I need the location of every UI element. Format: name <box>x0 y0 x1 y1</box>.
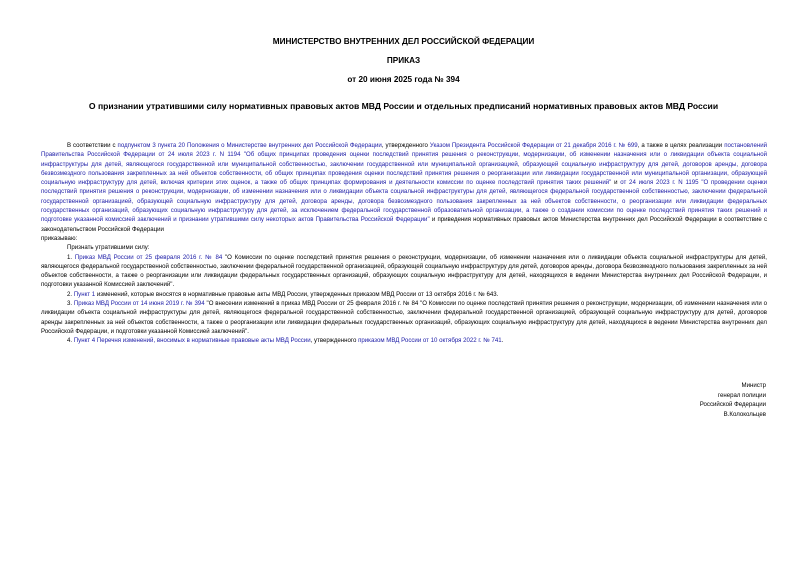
link-point-1[interactable]: Пункт 1 <box>73 290 96 298</box>
link-president-decree[interactable]: Указом Президента Российской Федерации от 21 декабря 2016 г. № 699 <box>429 142 638 149</box>
item-text: изменений, которые вносятся в нормативные правовые акты МВД России, утвержденных приказом МВД России от 13 октября 2016 г. № 643. <box>95 290 499 298</box>
link-order-394[interactable]: Приказ МВД России от 14 июня 2019 г. № 394 <box>73 300 205 308</box>
link-order-84[interactable]: Приказ МВД России от 25 февраля 2016 г. № 84 <box>74 253 223 261</box>
signature-country: Российской Федерации <box>699 401 766 409</box>
preamble-text: В соответствии с <box>67 142 118 149</box>
list-item-1 <box>41 253 767 290</box>
document-title: О признании утратившими силу нормативных правовых актов МВД России и отдельных предписаний нормативных правовых актов МВД России <box>88 101 719 111</box>
signature-block <box>700 381 766 419</box>
link-point-4-list[interactable]: Пункт 4 Перечня изменений, вносимых в нормативные правовые акты МВД России <box>73 337 311 345</box>
document-body <box>41 141 767 346</box>
item-number: 4. <box>67 337 74 345</box>
ministry-heading: МИНИСТЕРСТВО ВНУТРЕННИХ ДЕЛ РОССИЙСКОЙ ФЕДЕРАЦИИ <box>272 37 535 46</box>
preamble-paragraph <box>41 141 767 234</box>
order-word: приказываю: <box>41 234 78 242</box>
item-number: 1. <box>67 253 75 261</box>
link-order-741[interactable]: приказом МВД России от 10 октября 2022 г. № 741 <box>358 337 502 345</box>
preamble-text: и приведения нормативных правовых актов Министерства внутренних дел Российской Федерации в соответствие с законодательством Российской Федерации <box>41 216 767 233</box>
signature-name: В.Колокольцев <box>723 410 766 418</box>
signature-rank: генерал полиции <box>717 391 766 399</box>
doc-type-heading: ПРИКАЗ <box>386 56 421 65</box>
item-text: . <box>501 337 504 345</box>
signature-title: Министр <box>741 382 766 389</box>
link-government-resolution-1194[interactable]: постановлений Правительства Российской Федерации от 24 июля 2023 г. N 1194 "Об общих принципах проведения оценки последствий принятия решения о реконструкции, модернизации, об изменении назначения или о ликвидации объекта социальной инфраструктуры для детей, являющегося государственной или муниципальной собственностью, заключении государственной или муниципальной организацией, образующей социальную инфраструктуру для детей, договоров аренды, договора безвозмездного пользования закрепленных за ней объектов собственности, об общих принципах проведения оценки последствий принятия решения о реорганизации или ликвидации государственной или муниципальной организации, образующей социальную инфраструктуру для детей, включая критерии этих оценок, а также об общих принципах формирования и деятельности комиссии по оценке последствий принятия таких решений" <box>41 142 768 187</box>
preamble-text: и <box>611 179 621 187</box>
item-number: 3. <box>67 300 74 308</box>
item-text: , утвержденного <box>310 337 359 345</box>
item-text: "О Комиссии по оценке последствий принятия решения о реконструкции, модернизации, об изменении назначения или о ликвидации объекта социальной инфраструктуры для детей, являющегося федеральной государственной собственностью, заключении федеральной государственной организацией, образующей социальную инфраструктуру для детей, договоров аренды, договора безвозмездного пользования закрепленных за ней объектов собственности, а также о реорганизации или ликвидации федеральных государственных организаций, образующих социальную инфраструктуру для детей, находящихся в ведении Министерства внутренних дел Российской Федерации, и подготовки указанной Комиссией заключений". <box>41 253 767 289</box>
list-item-4 <box>41 336 767 345</box>
preamble-text: , а также в целях реализации <box>637 142 725 149</box>
list-item-2 <box>41 290 767 299</box>
date-number-heading: от 20 июня 2025 года № 394 <box>347 75 460 84</box>
item-number: 2. <box>67 290 74 298</box>
item-text: "О внесении изменений в приказ МВД России от 25 февраля 2016 г. № 84 "О Комиссии по оценке последствий принятия решения о реконструкции, модернизации, об изменении назначения или о ликвидации объекта социальной инфраструктуры для детей, являющегося федеральной государственной собственностью, заключении федеральной государственной организацией, образующей социальную инфраструктуру для детей, договоров аренды закрепленных за ней объектов собственности, а также о реорганизации или ликвидации федеральных государственных организаций, образующих социальную инфраструктуру для детей, находящихся в ведении Министерства внутренних дел Российской Федерации, и подготовки указанной Комиссией заключений". <box>41 300 768 335</box>
recognize-line: Признать утратившими силу: <box>67 244 150 252</box>
link-regulation-point[interactable]: подпунктом 3 пункта 20 Положения о Министерстве внутренних дел Российской Федерации <box>117 142 382 149</box>
preamble-text: , утвержденного <box>381 142 430 149</box>
list-item-3 <box>41 299 767 336</box>
link-government-resolution-1195[interactable]: от 24 июля 2023 г. N 1195 "О проведении оценки последствий принятия решения о реконструкции, модернизации, об изменении назначения или о ликвидации объекта социальной инфраструктуры для детей, являющегося федеральной государственной собственностью, заключении федеральной государственной организацией, образующей социальную инфраструктуру для детей, договора аренды, договора безвозмездного пользования закрепленных за ней объектов собственности, о реорганизации или ликвидации федеральных государственных организаций, образующих социальную инфраструктуру для детей, за исключением федеральной государственной образовательной организации, а также о создании комиссии по оценке последствий принятия таких решений и подготовке указанной комиссией заключений и признании утратившими силу некоторых актов Правительства Российской Федерации" <box>41 179 768 224</box>
